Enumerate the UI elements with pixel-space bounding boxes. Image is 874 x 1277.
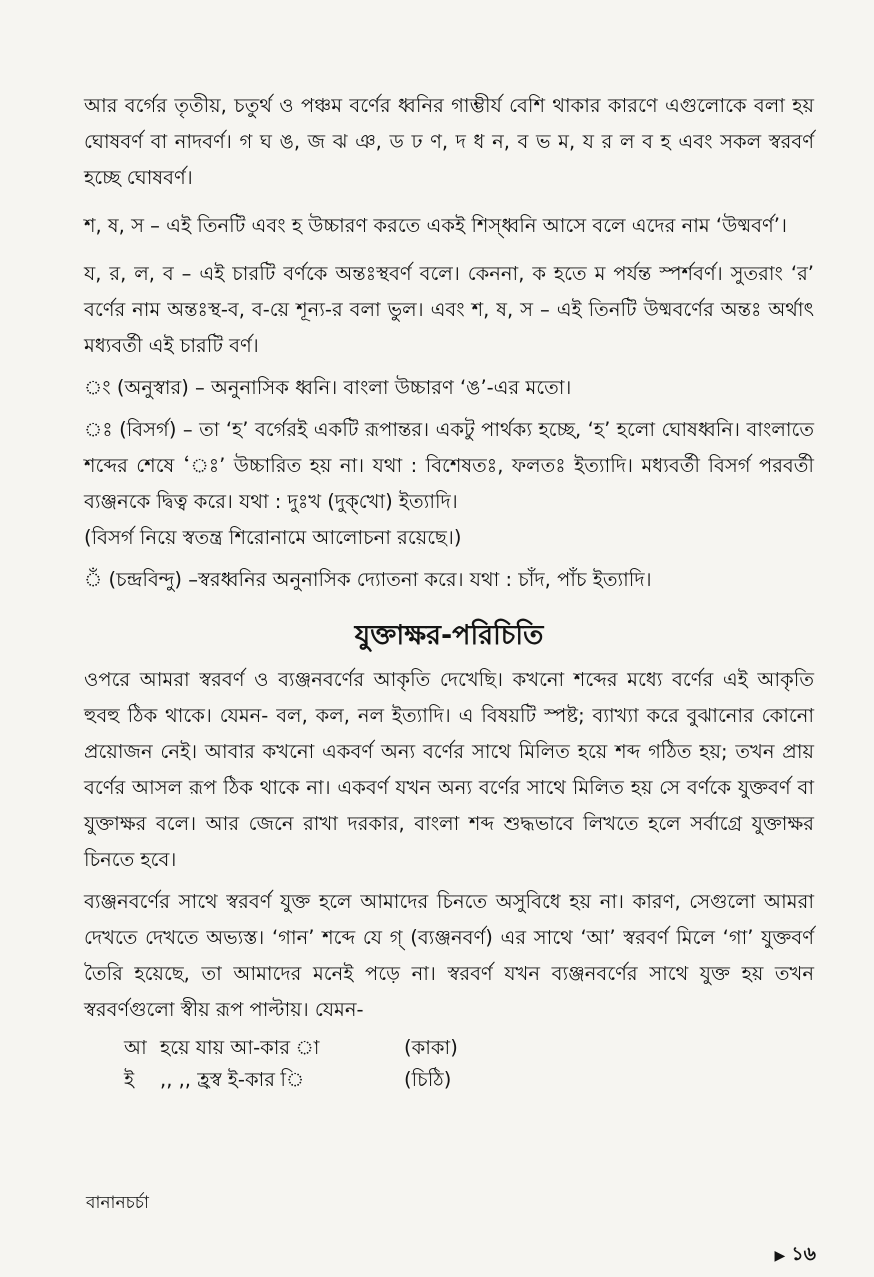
paragraph-chandrabindu: ঁ (চন্দ্রবিন্দু) –স্বরধ্বনির অনুনাসিক দ্যোতনা করে। যথা : চাঁদ, পাঁচ ইত্যাদি। (84, 568, 652, 591)
paragraph-ghoshbarna: আর বর্গের তৃতীয়, চতুর্থ ও পঞ্চম বর্ণের ধ্বনির গাম্ভীর্য বেশি থাকার কারণে এগুলোকে বলা হয় ঘোষবর্ণ বা নাদবর্ণ। গ ঘ ঙ, জ ঝ ঞ, ড ঢ ণ, দ ধ ন, ব ভ ম, য র ল ব হ এবং সকল স্বরবর্ণ হচ্ছে ঘোষবর্ণ। (84, 94, 814, 189)
section-title: যুক্তাক্ষর-পরিচিতি (354, 620, 544, 651)
paragraph-anuswar: ং (অনুস্বার) – অনুনাসিক ধ্বনি। বাংলা উচ্চারণ ‘ঙ’-এর মতো। (84, 376, 572, 399)
triangle-right-icon: ▶ (774, 1248, 786, 1264)
example-rule: ,, ,, হ্রস্ব ই-কার ি (160, 1068, 305, 1091)
page-body (84, 88, 814, 1096)
example-word: (চিঠি) (404, 1068, 452, 1091)
example-row (124, 1032, 814, 1064)
page-number (775, 1240, 816, 1272)
section-paragraph-vowel-signs: ব্যঞ্জনবর্ণের সাথে স্বরবর্ণ যুক্ত হলে আমাদের চিনতে অসুবিধে হয় না। কারণ, সেগুলো আমরা দেখতে দেখতে অভ্যস্ত। ‘গান’ শব্দে যে গ্‌ (ব্যঞ্জনবর্ণ) এর সাথে ‘আ’ স্বরবর্ণ মিলে ‘গা’ যুক্তবর্ণ তৈরি হয়েছে, তা আমাদের মনেই পড়ে না। স্বরবর্ণ যখন ব্যঞ্জনবর্ণের সাথে যুক্ত হয় তখন স্বরবর্ণগুলো স্বীয় রূপ পাল্টায়। যেমন- (84, 890, 814, 1021)
example-word: (কাকা) (404, 1036, 458, 1059)
example-vowel: ই (124, 1068, 135, 1091)
example-vowel: আ (124, 1036, 147, 1059)
paragraph-ushmabarna: শ, ষ, স – এই তিনটি এবং হ উচ্চারণ করতে একই শিস্‌ধ্বনি আসে বলে এদের নাম ‘উষ্মবর্ণ’। (84, 214, 787, 237)
section-paragraph-intro: ওপরে আমরা স্বরবর্ণ ও ব্যঞ্জনবর্ণের আকৃতি দেখেছি। কখনো শব্দের মধ্যে বর্ণের এই আকৃতি হুবহু ঠিক থাকে। যেমন- বল, কল, নল ইত্যাদি। এ বিষয়টি স্পষ্ট; ব্যাখ্যা করে বুঝানোর কোনো প্রয়োজন নেই। আবার কখনো একবর্ণ অন্য বর্ণের সাথে মিলিত হয়ে শব্দ গঠিত হয়; তখন প্রায় বর্ণের আসল রূপ ঠিক থাকে না। একবর্ণ যখন অন্য বর্ণের সাথে মিলিত হয় সে বর্ণকে যুক্তবর্ণ বা যুক্তাক্ষর বলে। আর জেনে রাখা দরকার, বাংলা শব্দ শুদ্ধভাবে লিখতে হলে সর্বাগ্রে যুক্তাক্ষর চিনতে হবে। (84, 668, 814, 871)
paragraph-antasthabarna: য, র, ল, ব – এই চারটি বর্ণকে অন্তঃস্থবর্ণ বলে। কেননা, ক হতে ম পর্যন্ত স্পর্শবর্ণ। সুতরাং ‘র’ বর্ণের নাম অন্তঃস্থ-ব, ব-য়ে শূন্য-র বলা ভুল। এবং শ, ষ, স – এই তিনটি উষ্মবর্ণের অন্তঃ অর্থাৎ মধ্যবর্তী এই চারটি বর্ণ। (84, 262, 814, 357)
footer-book-title: বানানচর্চা (86, 1193, 149, 1213)
paragraph-bisarga-note: (বিসর্গ নিয়ে স্বতন্ত্র শিরোনামে আলোচনা রয়েছে।) (84, 526, 462, 549)
examples-list (124, 1032, 814, 1096)
example-rule: হয়ে যায় আ-কার া (160, 1036, 320, 1059)
example-row (124, 1064, 814, 1096)
paragraph-bisarga: ঃ (বিসর্গ) – তা ‘হ’ বর্গেরই একটি রূপান্তর। একটু পার্থক্য হচ্ছে, ‘হ’ হলো ঘোষধ্বনি। বাংলাতে শব্দের শেষে ‘ঃ’ উচ্চারিত হয় না। যথা : বিশেষতঃ, ফলতঃ ইত্যাদি। মধ্যবর্তী বিসর্গ পরবর্তী ব্যঞ্জনকে দ্বিত্ব করে। যথা : দুঃখ (দুক্‌খো) ইত্যাদি। (84, 418, 814, 513)
page-number-value: ১৬ (791, 1243, 816, 1265)
